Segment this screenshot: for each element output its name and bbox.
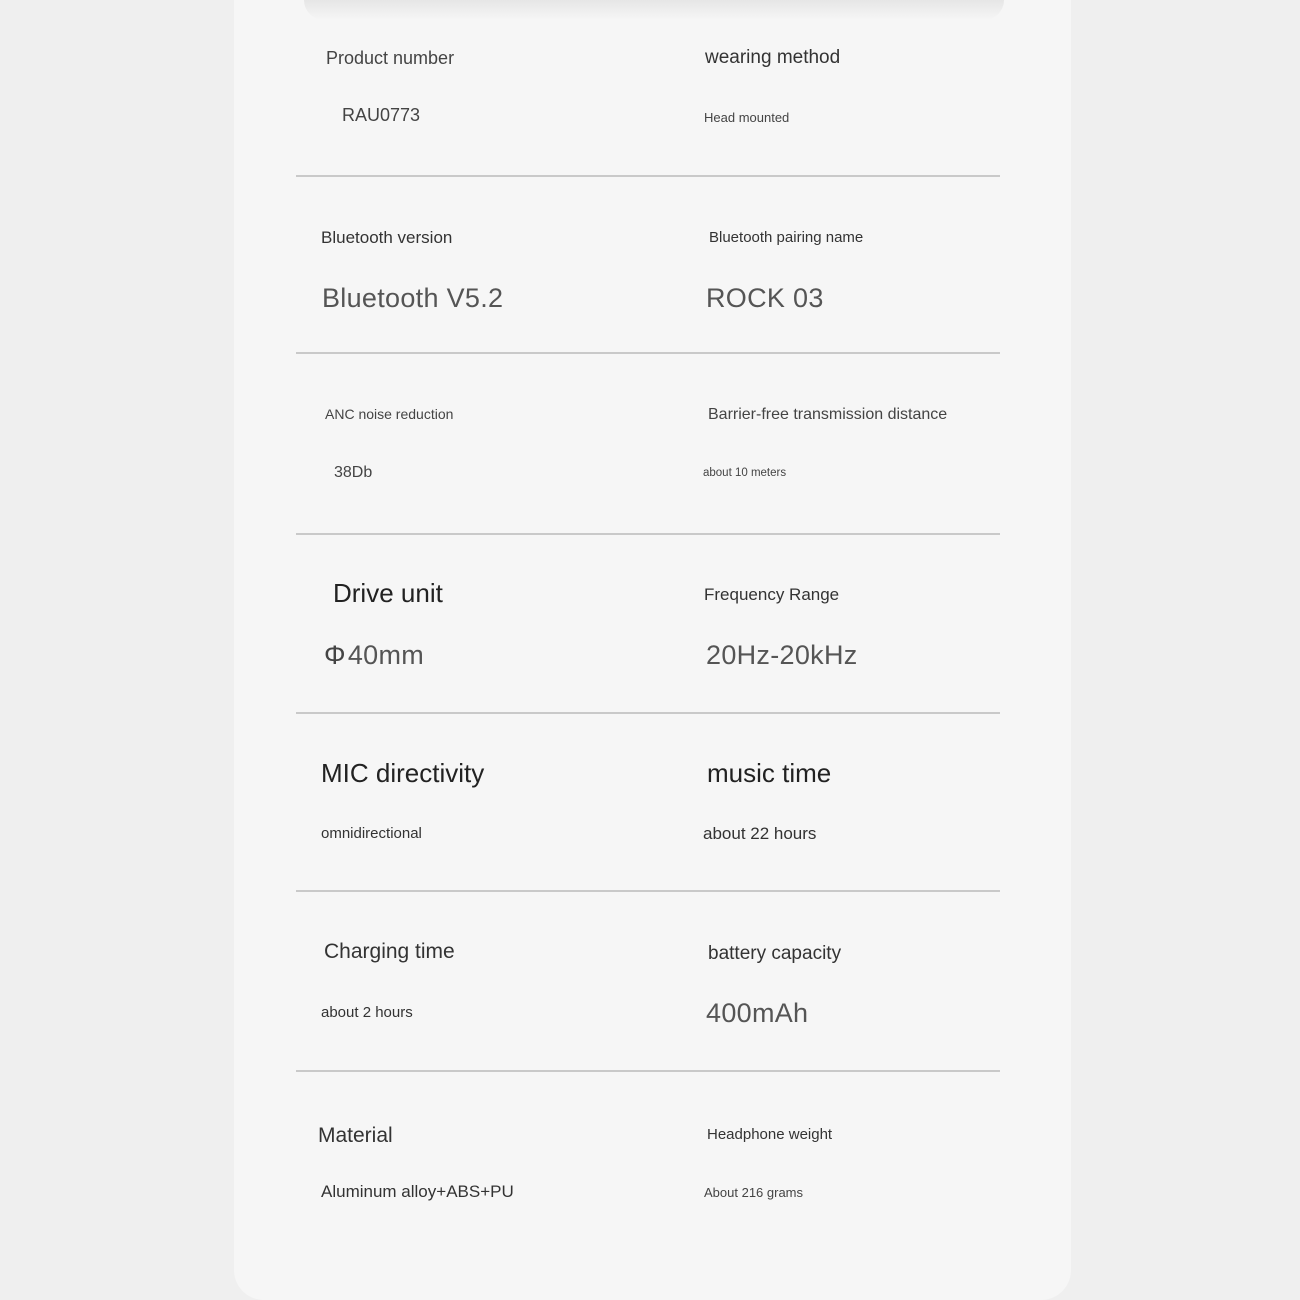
spec-label-music-time: music time xyxy=(707,758,832,788)
divider xyxy=(296,175,1000,177)
spec-label-headphone-weight: Headphone weight xyxy=(707,1126,833,1143)
spec-value-product-number: RAU0773 xyxy=(342,105,421,125)
spec-label-material: Material xyxy=(318,1124,393,1147)
spec-label-drive-unit: Drive unit xyxy=(333,578,443,608)
spec-value-music-time: about 22 hours xyxy=(703,824,817,843)
spec-label-charging-time: Charging time xyxy=(324,940,455,963)
spec-label-anc-noise-reduction: ANC noise reduction xyxy=(325,406,454,422)
divider xyxy=(296,890,1000,892)
top-shadow xyxy=(304,0,1004,20)
spec-label-bluetooth-pairing-name: Bluetooth pairing name xyxy=(709,229,864,246)
spec-label-mic-directivity: MIC directivity xyxy=(321,758,485,788)
spec-value-transmission-distance: about 10 meters xyxy=(703,467,787,479)
spec-label-transmission-distance: Barrier-free transmission distance xyxy=(708,406,948,423)
spec-value-battery-capacity: 400mAh xyxy=(706,998,809,1028)
divider xyxy=(296,712,1000,714)
spec-sheet xyxy=(234,0,1071,1300)
divider xyxy=(296,352,1000,354)
spec-value-anc-noise-reduction: 38Db xyxy=(334,464,373,481)
divider xyxy=(296,1070,1000,1072)
spec-label-product-number: Product number xyxy=(326,48,455,68)
spec-value-charging-time: about 2 hours xyxy=(321,1004,413,1021)
spec-value-drive-unit-text: 40mm xyxy=(347,640,425,670)
spec-value-bluetooth-pairing-name: ROCK 03 xyxy=(706,283,824,313)
spec-value-material: Aluminum alloy+ABS+PU xyxy=(321,1182,514,1201)
spec-value-frequency-range: 20Hz-20kHz xyxy=(706,640,858,670)
diameter-symbol-icon: Φ xyxy=(324,640,346,670)
spec-label-frequency-range: Frequency Range xyxy=(704,585,840,604)
divider xyxy=(296,533,1000,535)
spec-value-bluetooth-version: Bluetooth V5.2 xyxy=(322,283,504,313)
spec-label-bluetooth-version: Bluetooth version xyxy=(321,228,453,247)
spec-value-mic-directivity: omnidirectional xyxy=(321,825,422,842)
spec-value-headphone-weight: About 216 grams xyxy=(704,1185,804,1200)
spec-label-wearing-method: wearing method xyxy=(705,47,841,68)
spec-label-battery-capacity: battery capacity xyxy=(708,943,842,964)
spec-value-wearing-method: Head mounted xyxy=(704,110,790,125)
spec-value-drive-unit xyxy=(324,642,424,669)
